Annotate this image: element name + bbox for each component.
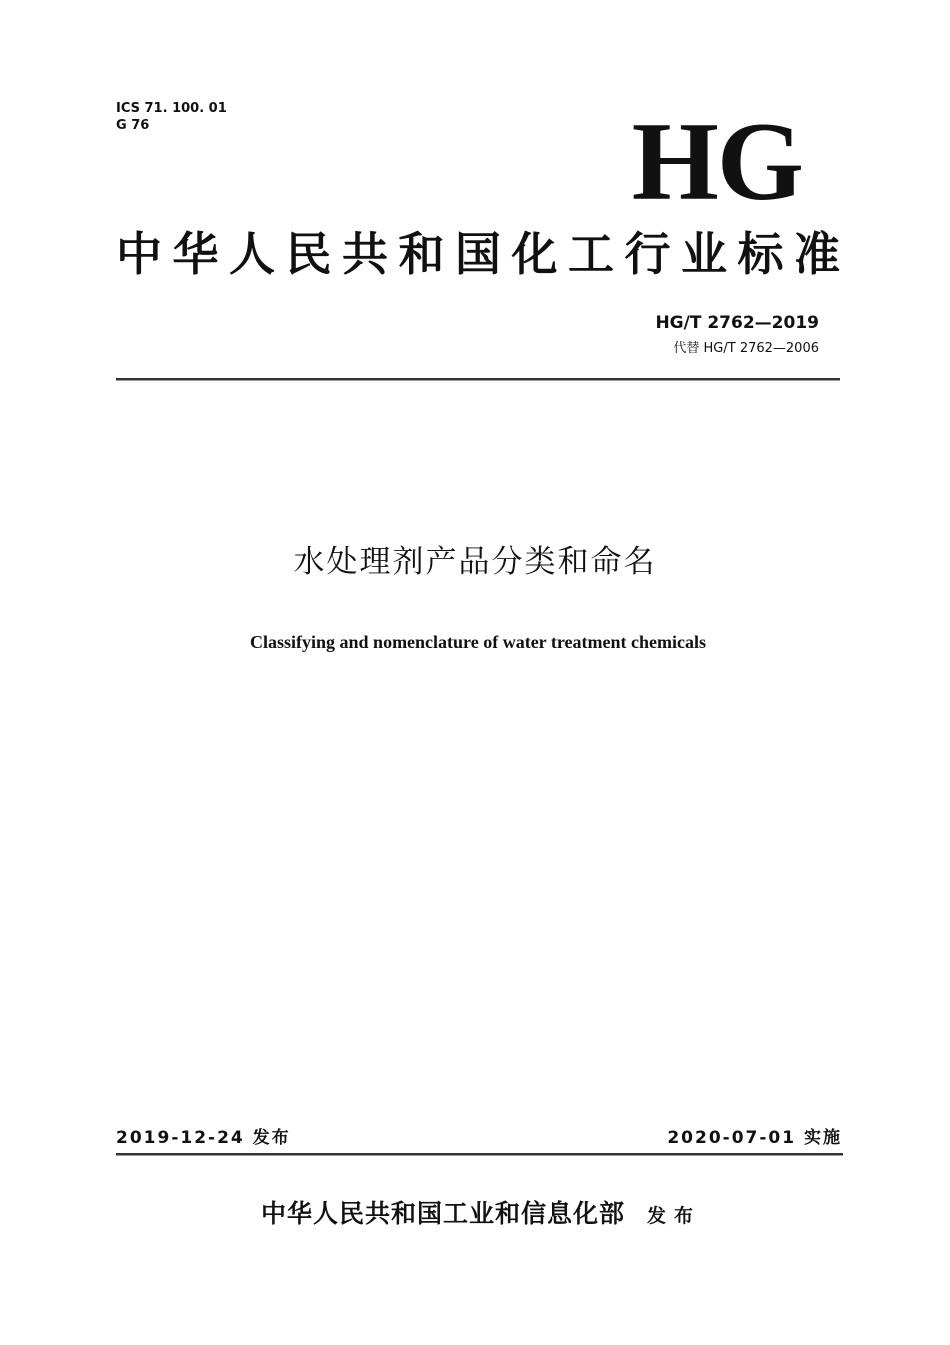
publisher-line xyxy=(0,1196,950,1234)
bottom-divider xyxy=(116,1153,843,1156)
ccs-code: G 76 xyxy=(116,118,150,133)
document-title-english: Classifying and nomenclature of water treatment chemicals xyxy=(250,632,706,652)
hg-logo: HG xyxy=(631,100,802,224)
effective-date: 2020-07-01 实施 xyxy=(667,1128,842,1148)
document-title-chinese: 水处理剂产品分类和命名 xyxy=(293,544,657,580)
publish-action: 发布 xyxy=(647,1205,702,1227)
replaces-standard: 代替 HG/T 2762—2006 xyxy=(673,341,819,356)
classification-codes xyxy=(116,100,227,134)
issue-date: 2019-12-24 发布 xyxy=(116,1128,291,1148)
standard-number: HG/T 2762—2019 xyxy=(655,313,819,333)
ics-code: ICS 71. 100. 01 xyxy=(116,101,227,116)
standard-type-heading: 中华人民共和国化工行业标准 xyxy=(116,227,840,281)
top-divider xyxy=(116,378,840,381)
publisher-name: 中华人民共和国工业和信息化部 xyxy=(260,1199,625,1228)
